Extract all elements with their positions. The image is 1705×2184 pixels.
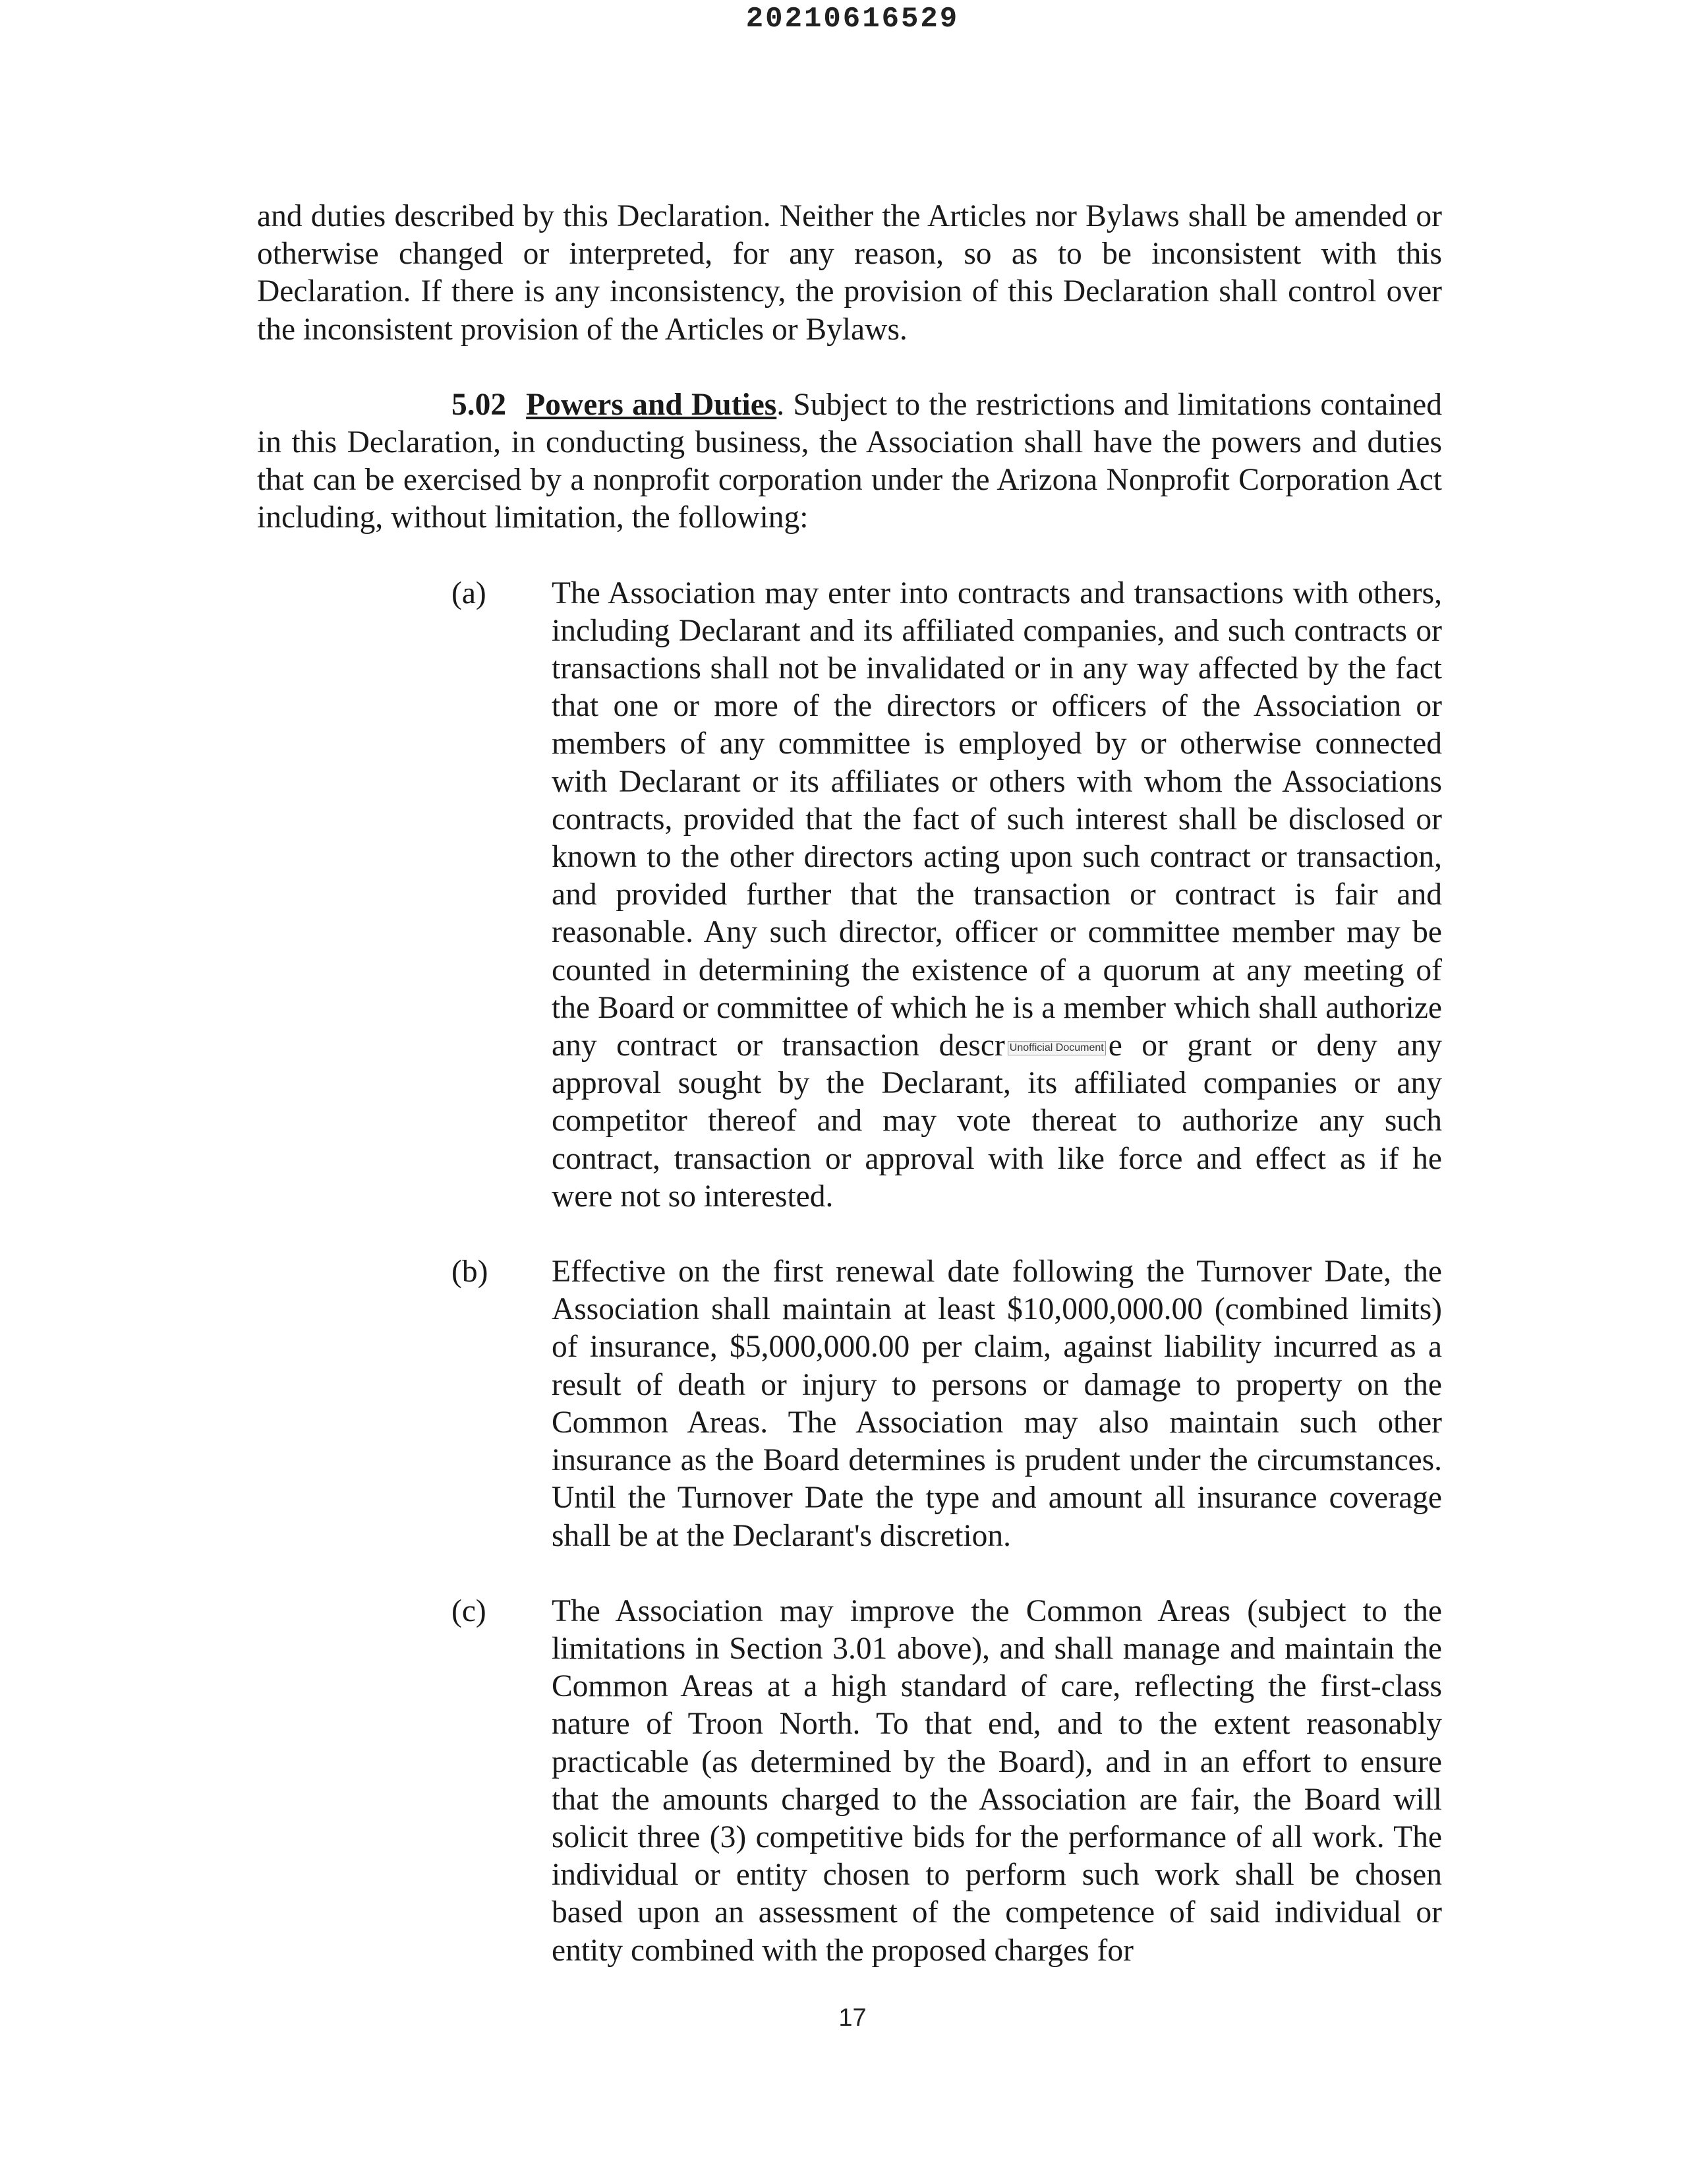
item-label: (b) <box>451 1254 488 1289</box>
list-item-b <box>257 1253 1442 1555</box>
unofficial-document-watermark: Unofficial Document <box>1008 1041 1106 1055</box>
list-item-a <box>257 575 1442 1216</box>
continuation-paragraph: and duties described by this Declaration. Neither the Articles nor Bylaws shall be amended or otherwise changed or interpreted, for any reason, so as to be inconsistent with this Declaration. If there is any inconsistency, the provision of this Declaration shall control over the inconsistent provision of the Articles or Bylaws. <box>257 199 1442 347</box>
item-text <box>552 575 1442 1216</box>
page-number: 17 <box>838 2004 867 2032</box>
list-item-c <box>257 1593 1442 1970</box>
document-body <box>257 198 1442 1970</box>
recording-number: 20210616529 <box>745 3 960 36</box>
item-text: The Association may improve the Common Areas (subject to the limitations in Section 3.01 above), and shall manage and maintain the Common Areas at a high standard of care, reflecting the first-class nature of Troon North. To that end, and to the extent reasonably practicable (as determined by the Board), and in an effort to ensure that the amounts charged to the Association are fair, the Board will solicit three (3) competitive bids for the performance of all work. The individual or entity chosen to perform such work shall be chosen based upon an assessment of the competence of said individual or entity combined with the proposed charges for <box>552 1593 1442 1968</box>
item-text-before: The Association may enter into contracts and transactions with others, including Declarant and its affiliated companies, and such contracts or transactions shall not be invalidated or in any way affected by the fact that one or more of the directors or officers of the Association or members of any committee is employed by or otherwise connected with Declarant or its affiliates or others with whom the Associations contracts, provided that the fact of such interest shall be disclosed or known to the other directors acting upon such contract or transaction, and provided further that the transaction or contract is fair and reasonable. Any such director, officer or committee member may be counted in determining the existence of a quorum at any meeting of the Board or committee of which he is a member which shall authorize any contract or transaction descr <box>552 576 1442 1063</box>
item-label: (a) <box>451 576 486 610</box>
section-5-02-paragraph <box>257 386 1442 537</box>
item-text: Effective on the first renewal date following the Turnover Date, the Association shall maintain at least $10,000,000.00 (combined limits) of insurance, $5,000,000.00 per claim, against liability incurred as a result of death or injury to persons or damage to property on the Common Areas. The Association may also maintain such other insurance as the Board determines is prudent under the circumstances. Until the Turnover Date the type and amount all insurance coverage shall be at the Declarant's discretion. <box>552 1254 1442 1553</box>
section-number: 5.02 <box>451 387 507 422</box>
item-label: (c) <box>451 1593 486 1628</box>
section-title: Powers and Duties <box>526 387 777 422</box>
item-text-after: e or grant or deny any approval sought by the Declarant, its affiliated companies or any competitor thereof and may vote thereat to authorize any such contract, transaction or approval with like force and effect as if he were not so interested. <box>552 1028 1442 1214</box>
section-intro: . Subject to the restrictions and limitations contained in this Declaration, in conducting business, the Association shall have the powers and duties that can be exercised by a nonprofit corporation under the Arizona Nonprofit Corporation Act including, without limitation, the following: <box>257 387 1442 535</box>
